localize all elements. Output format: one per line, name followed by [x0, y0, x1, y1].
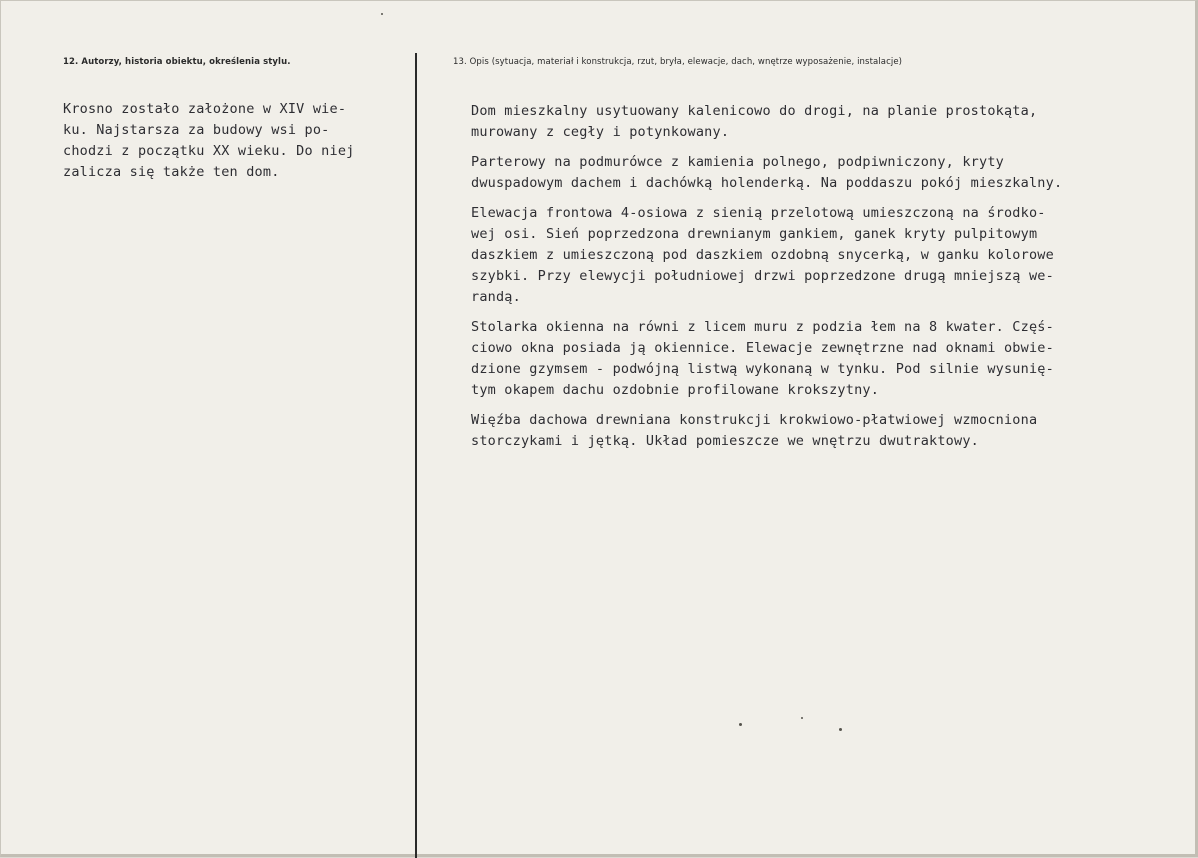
- section-12-text: [63, 99, 413, 183]
- text-line: Dom mieszkalny usytuowany kalenicowo do drogi, na planie prostokąta,: [471, 103, 1038, 119]
- description-paragraph: [471, 203, 1191, 308]
- text-line: dwuspadowym dachem i dachówką holenderką. Na poddaszu pokój mieszkalny.: [471, 175, 1063, 191]
- text-line: Więźba dachowa drewniana konstrukcji krokwiowo-płatwiowej wzmocniona: [471, 412, 1038, 428]
- column-divider: [415, 53, 417, 858]
- section-12-heading: 12. Autorzy, historia obiektu, określenia stylu.: [63, 57, 291, 67]
- description-paragraph: [471, 317, 1191, 401]
- text-line: Krosno zostało założone w XIV wie-: [63, 101, 347, 117]
- text-line: murowany z cegły i potynkowany.: [471, 124, 730, 140]
- text-line: ciowo okna posiada ją okiennice. Elewacje zewnętrzne nad oknami obwie-: [471, 340, 1054, 356]
- text-line: Elewacja frontowa 4-osiowa z sienią przelotową umieszczoną na środko-: [471, 205, 1046, 221]
- paper-speck: [839, 728, 842, 731]
- text-line: Parterowy na podmurówce z kamienia polnego, podpiwniczony, kryty: [471, 154, 1004, 170]
- paper-speck: [739, 723, 742, 726]
- description-paragraph: [471, 101, 1191, 143]
- text-line: ku. Najstarsza za budowy wsi po-: [63, 122, 330, 138]
- text-line: dzione gzymsem - podwójną listwą wykonaną w tynku. Pod silnie wysunię-: [471, 361, 1054, 377]
- text-line: daszkiem z umieszczoną pod daszkiem ozdobną snycerką, w ganku kolorowe: [471, 247, 1054, 263]
- text-line: storczykami i jętką. Układ pomieszcze we wnętrzu dwutraktowy.: [471, 433, 979, 449]
- description-paragraph: [471, 152, 1191, 194]
- section-13-text: [471, 101, 1191, 461]
- text-line: tym okapem dachu ozdobnie profilowane krokszytny.: [471, 382, 880, 398]
- paper-speck: [381, 13, 383, 15]
- section-13-heading: 13. Opis (sytuacja, materiał i konstrukcja, rzut, bryła, elewacje, dach, wnętrze wyposażenie, instalacje): [453, 57, 903, 67]
- text-line: chodzi z początku XX wieku. Do niej: [63, 143, 355, 159]
- text-line: Stolarka okienna na równi z licem muru z podzia łem na 8 kwater. Częś-: [471, 319, 1054, 335]
- text-line: randą.: [471, 289, 521, 305]
- text-line: szybki. Przy elewycji południowej drzwi poprzedzone drugą mniejszą we-: [471, 268, 1054, 284]
- paper-speck: [801, 717, 803, 719]
- description-paragraph: [471, 410, 1191, 452]
- text-line: wej osi. Sień poprzedzona drewnianym gankiem, ganek kryty pulpitowym: [471, 226, 1038, 242]
- text-line: zalicza się także ten dom.: [63, 164, 280, 180]
